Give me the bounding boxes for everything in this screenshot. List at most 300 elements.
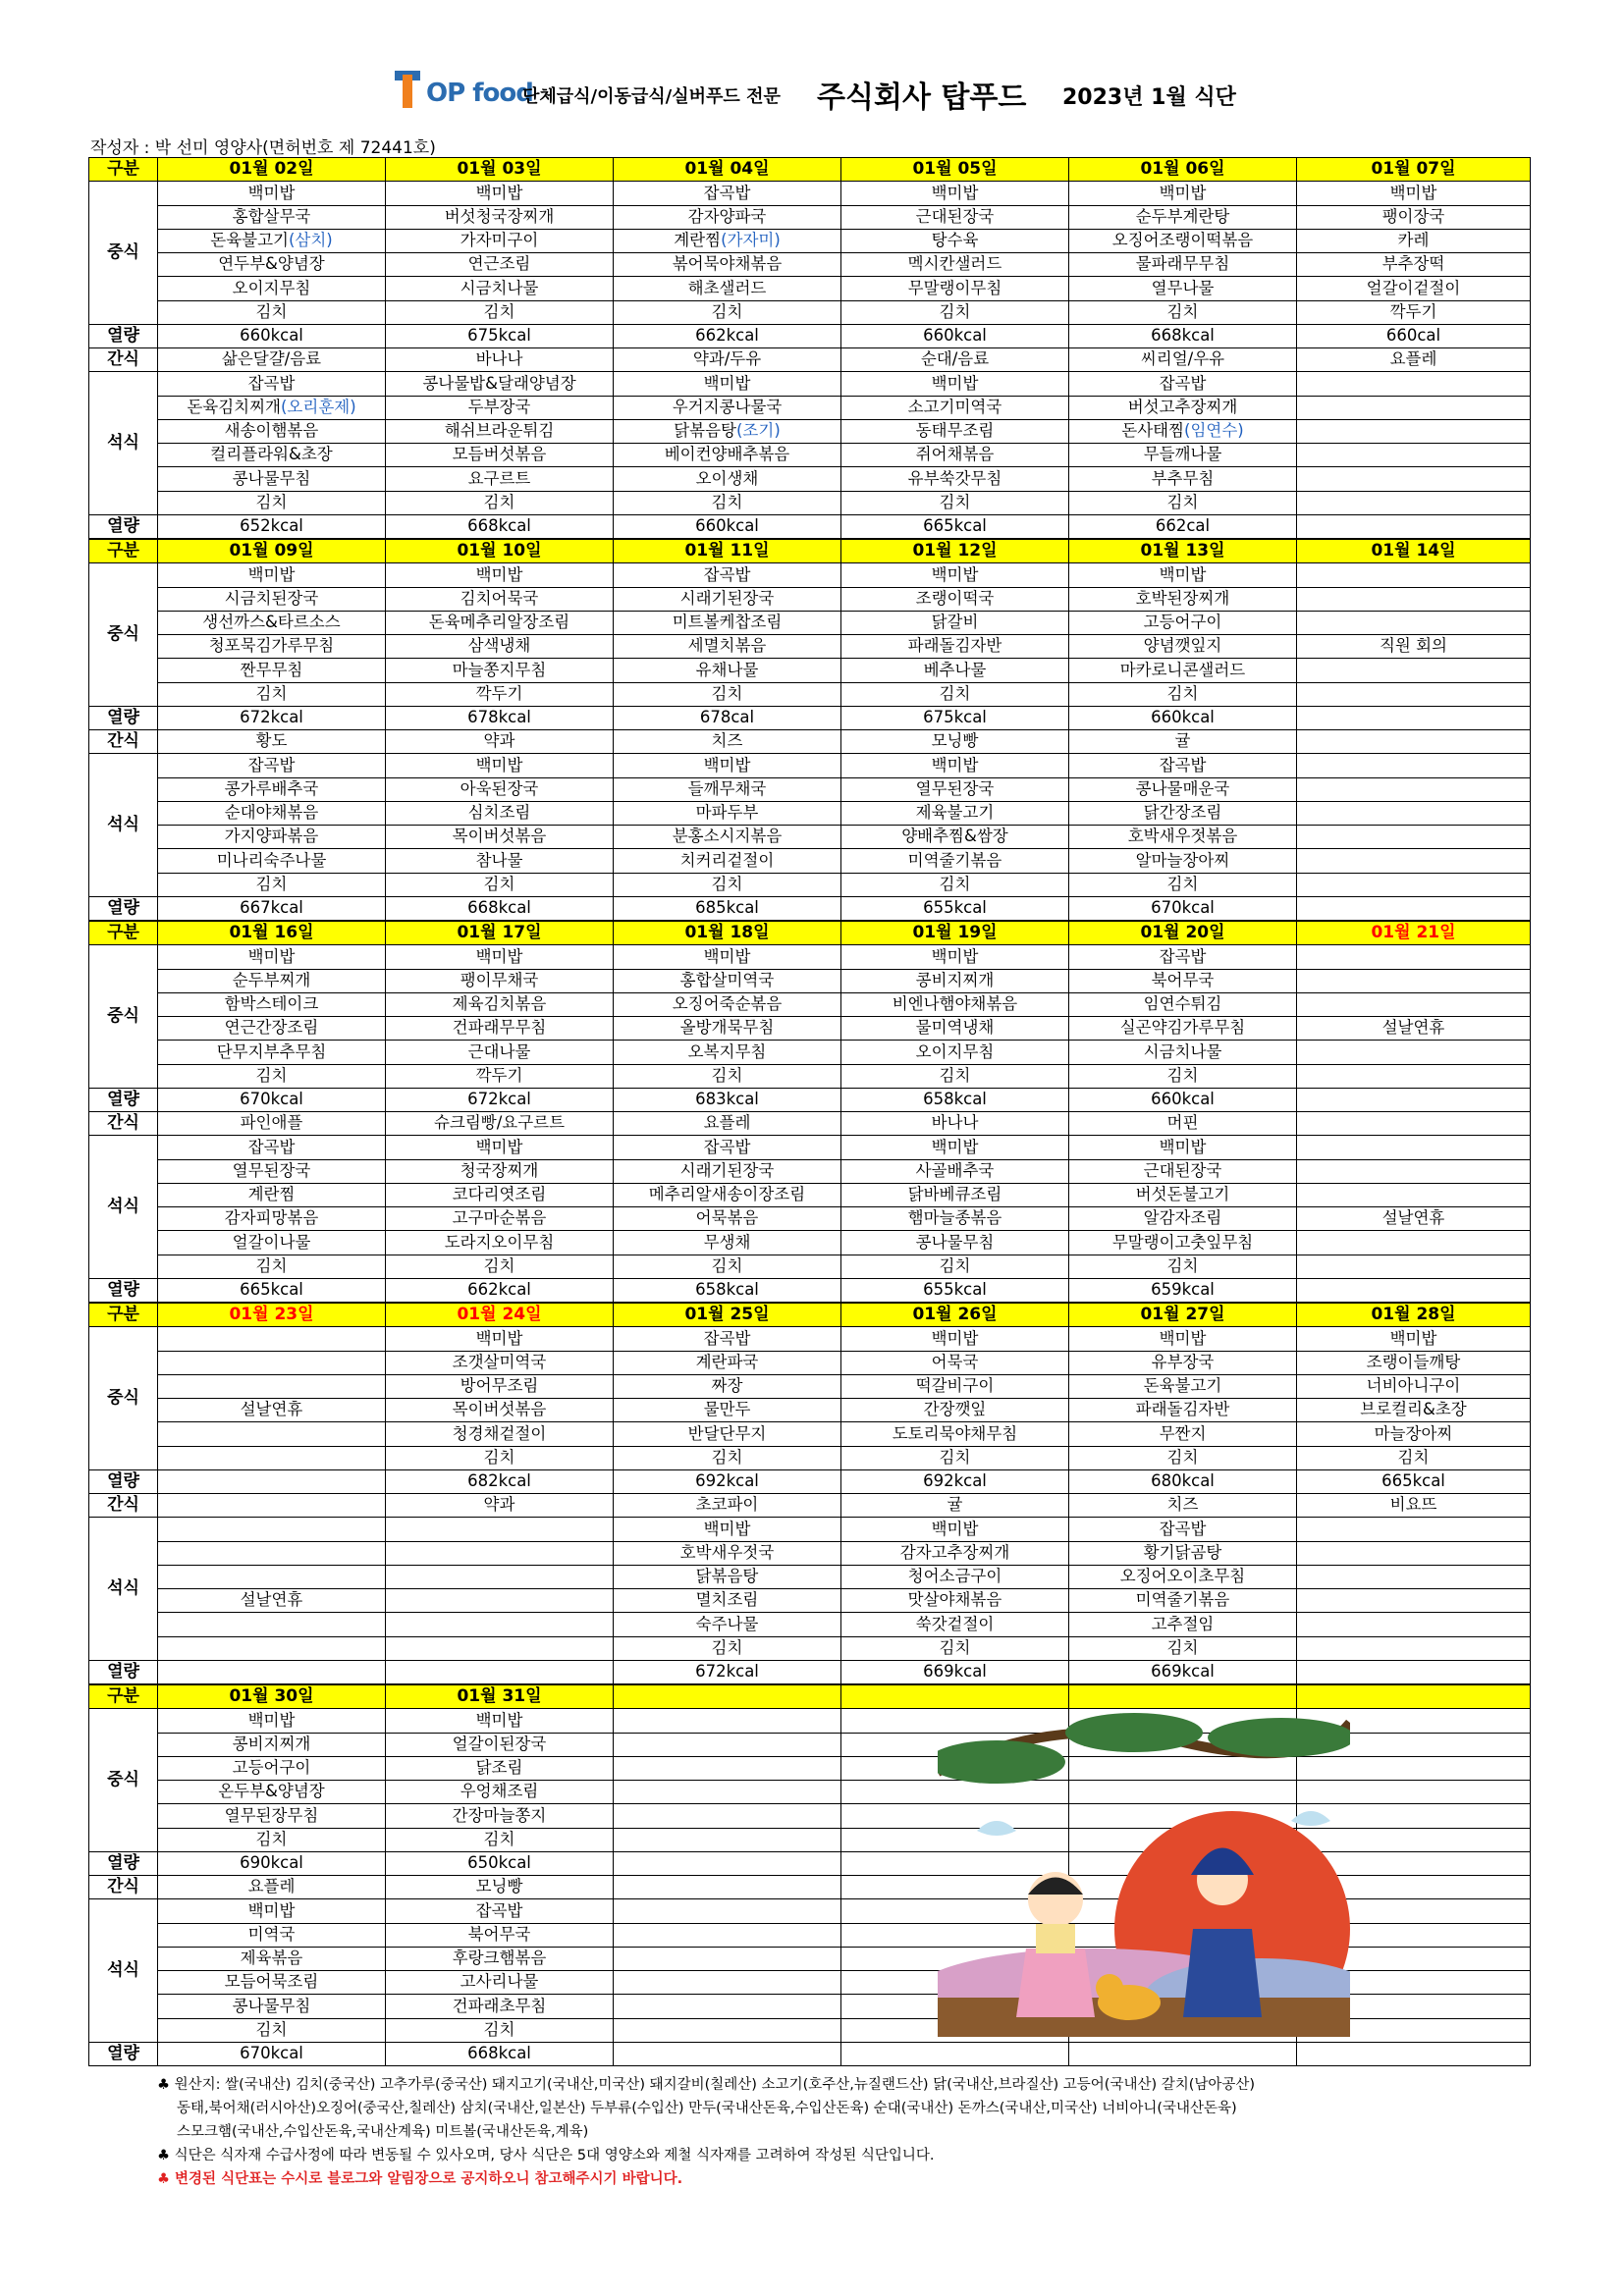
menu-item: 시금치나물 [386, 277, 614, 300]
snack-item: 삶은달걀/음료 [158, 348, 386, 372]
day-header: 01월 14일 [1297, 539, 1531, 563]
menu-item: 부추무침 [1069, 467, 1297, 491]
kcal-value [1297, 514, 1531, 539]
kcal-value: 662kcal [386, 1278, 614, 1303]
kcal-value: 685kcal [614, 896, 841, 921]
menu-item: 미역줄기볶음 [841, 849, 1069, 873]
kcal-value: 658kcal [614, 1278, 841, 1303]
kcal-value: 678kcal [386, 706, 614, 729]
menu-item: 고구마순볶음 [386, 1207, 614, 1231]
menu-item: 방어무조림 [386, 1374, 614, 1398]
snack-item [614, 1876, 841, 1899]
menu-item: 브로컬리&초장 [1297, 1399, 1531, 1422]
dinner-row [89, 801, 1531, 825]
snack-item: 요플레 [1297, 348, 1531, 372]
menu-item: 간장깻잎 [841, 1399, 1069, 1422]
menu-item: 백미밥 [841, 1327, 1069, 1351]
menu-item: 건파래무무침 [386, 1017, 614, 1041]
dinner-row [89, 1136, 1531, 1159]
day-header: 01월 16일 [158, 921, 386, 945]
dinner-row [89, 1589, 1531, 1613]
day-header: 01월 26일 [841, 1303, 1069, 1327]
menu-item [386, 1636, 614, 1660]
day-header: 01월 24일 [386, 1303, 614, 1327]
menu-item [1297, 992, 1531, 1016]
menu-item: 백미밥 [1297, 182, 1531, 205]
menu-item [1297, 1565, 1531, 1588]
menu-item: 비엔나햄야채볶음 [841, 992, 1069, 1016]
menu-item: 백미밥 [1069, 1136, 1297, 1159]
menu-item: 짜장 [614, 1374, 841, 1398]
menu-item: 두부장국 [386, 396, 614, 419]
menu-item [158, 1422, 386, 1446]
menu-item: 양배추찜&쌈장 [841, 826, 1069, 849]
menu-item: 콩가루배추국 [158, 777, 386, 801]
menu-item: 파래돌김자반 [1069, 1399, 1297, 1422]
kcal-value: 668kcal [386, 2042, 614, 2065]
menu-item: 탕수육 [841, 229, 1069, 252]
kcal-value: 683kcal [614, 1088, 841, 1111]
menu-item [614, 1781, 841, 1804]
lunch-label: 중식 [89, 1709, 158, 1852]
menu-item: 콩나물무침 [158, 467, 386, 491]
menu-item: 닭갈비 [841, 611, 1069, 634]
menu-item: 잡곡밥 [614, 1136, 841, 1159]
menu-item: 온두부&양념장 [158, 1781, 386, 1804]
kcal-value: 665kcal [158, 1278, 386, 1303]
day-header: 01월 11일 [614, 539, 841, 563]
menu-item: 목이버섯볶음 [386, 826, 614, 849]
dinner-row [89, 1159, 1531, 1183]
day-header: 01월 23일 [158, 1303, 386, 1327]
dinner-label: 석식 [89, 1899, 158, 2043]
menu-item [158, 1565, 386, 1588]
company-name: 주식회사 탑푸드 [817, 80, 1027, 115]
menu-item: 김치 [386, 1828, 614, 1851]
menu-item [614, 1899, 841, 1923]
menu-item: 백미밥 [841, 372, 1069, 396]
kcal-value [158, 1660, 386, 1684]
menu-item [1297, 1518, 1531, 1541]
menu-item: 호박새우젓볶음 [1069, 826, 1297, 849]
menu-item: 양념깻잎지 [1069, 635, 1297, 659]
menu-item: 김치 [1069, 1064, 1297, 1088]
menu-item [1297, 587, 1531, 611]
menu-item [1297, 1041, 1531, 1064]
kcal-value: 655kcal [841, 1278, 1069, 1303]
lunch-row [89, 1399, 1531, 1422]
menu-item [1297, 659, 1531, 682]
menu-item: 콩나물무침 [158, 1995, 386, 2018]
snack-item: 모닝빵 [386, 1876, 614, 1899]
menu-item: 감자양파국 [614, 205, 841, 229]
menu-item: 순두부찌개 [158, 969, 386, 992]
menu-item: 콩나물무침 [841, 1231, 1069, 1255]
day-header: 01월 31일 [386, 1684, 614, 1709]
substitute-name: (삼치) [288, 231, 333, 250]
menu-item: 건파래초무침 [386, 1995, 614, 2018]
snack-item: 바나나 [386, 348, 614, 372]
lunch-row [89, 587, 1531, 611]
menu-item [614, 1923, 841, 1947]
snack-item: 약과 [386, 730, 614, 754]
lunch-row [89, 1446, 1531, 1469]
menu-item: 계란찜 [158, 1183, 386, 1206]
menu-item: 버섯고추장찌개 [1069, 396, 1297, 419]
menu-item: 미트볼케찹조림 [614, 611, 841, 634]
substitute-name: (조기) [736, 421, 781, 441]
menu-item: 김치 [386, 1446, 614, 1469]
menu-item [614, 2018, 841, 2042]
menu-item: 모듬어묵조림 [158, 1971, 386, 1995]
week-header-row [89, 539, 1531, 563]
menu-item: 오징어조랭이떡볶음 [1069, 229, 1297, 252]
menu-item: 잡곡밥 [386, 1899, 614, 1923]
day-header: 01월 07일 [1297, 158, 1531, 182]
lunch-row [89, 182, 1531, 205]
menu-item: 김치 [614, 300, 841, 324]
menu-item: 시래기된장국 [614, 1159, 841, 1183]
menu-item: 고등어구이 [158, 1756, 386, 1780]
dinner-row [89, 826, 1531, 849]
menu-item: 근대된장국 [1069, 1159, 1297, 1183]
dinner-row [89, 396, 1531, 419]
menu-item [614, 1733, 841, 1756]
menu-item: 소고기미역국 [841, 396, 1069, 419]
menu-item: 김치 [158, 873, 386, 896]
lunch-row [89, 1374, 1531, 1398]
menu-item: 시금치된장국 [158, 587, 386, 611]
menu-item: 백미밥 [158, 1899, 386, 1923]
menu-item: 제육불고기 [841, 801, 1069, 825]
kcal-value: 672kcal [386, 1088, 614, 1111]
top-food-logo-icon [393, 69, 420, 108]
menu-item: 잡곡밥 [158, 754, 386, 777]
menu-item: 알마늘장아찌 [1069, 849, 1297, 873]
kcal-value: 659kcal [1069, 1278, 1297, 1303]
menu-item: 순대야채볶음 [158, 801, 386, 825]
lunch-kcal-row [89, 706, 1531, 729]
dinner-kcal-row [89, 896, 1531, 921]
menu-item: 백미밥 [386, 1709, 614, 1733]
kcal-value: 660cal [1297, 324, 1531, 347]
logo-text: OP food [426, 79, 533, 108]
menu-item: 심치조림 [386, 801, 614, 825]
menu-item: 깍두기 [386, 1064, 614, 1088]
menu-item [1297, 849, 1531, 873]
menu-item: 팽이장국 [1297, 205, 1531, 229]
menu-item: 떡갈비구이 [841, 1374, 1069, 1398]
menu-item: 동태무조림 [841, 419, 1069, 443]
menu-item: 청경채겉절이 [386, 1422, 614, 1446]
dinner-row [89, 372, 1531, 396]
kcal-value: 660kcal [841, 324, 1069, 347]
lunch-row [89, 659, 1531, 682]
kcal-value: 662cal [1069, 514, 1297, 539]
kcal-value: 670kcal [158, 1088, 386, 1111]
kcal-value: 655kcal [841, 896, 1069, 921]
kcal-value: 680kcal [1069, 1469, 1297, 1493]
kcal-value: 668kcal [1069, 324, 1297, 347]
dinner-row [89, 419, 1531, 443]
menu-item: 돈육김치찌개(오리훈제) [158, 396, 386, 419]
day-header: 01월 18일 [614, 921, 841, 945]
menu-item: 잡곡밥 [1069, 945, 1297, 969]
lunch-row [89, 969, 1531, 992]
menu-item: 숙주나물 [614, 1613, 841, 1636]
menu-item: 김치 [614, 1446, 841, 1469]
menu-item: 햄마늘종볶음 [841, 1207, 1069, 1231]
kcal-value: 660kcal [1069, 1088, 1297, 1111]
menu-item: 오징어오이초무침 [1069, 1565, 1297, 1588]
snack-item: 파인애플 [158, 1112, 386, 1136]
day-header: 01월 19일 [841, 921, 1069, 945]
menu-item: 시래기된장국 [614, 587, 841, 611]
menu-item: 닭간장조림 [1069, 801, 1297, 825]
menu-item: 백미밥 [614, 754, 841, 777]
menu-item: 무생채 [614, 1231, 841, 1255]
menu-item: 백미밥 [1297, 1327, 1531, 1351]
kcal-label: 열량 [89, 706, 158, 729]
notice-note: ♣ 변경된 식단표는 수시로 블로그와 알림장으로 공지하오니 참고해주시기 바랍니다. [157, 2171, 683, 2187]
day-header: 01월 10일 [386, 539, 614, 563]
kcal-value: 668kcal [386, 514, 614, 539]
menu-item: 멕시칸샐러드 [841, 253, 1069, 277]
week-header-row [89, 1303, 1531, 1327]
menu-item: 도토리묵야채무침 [841, 1422, 1069, 1446]
kcal-value [1297, 1660, 1531, 1684]
kcal-value: 678cal [614, 706, 841, 729]
kcal-label: 열량 [89, 1088, 158, 1111]
day-header: 01월 13일 [1069, 539, 1297, 563]
menu-item: 분홍소시지볶음 [614, 826, 841, 849]
menu-item: 깍두기 [386, 682, 614, 706]
lunch-row [89, 229, 1531, 252]
snack-label: 간식 [89, 730, 158, 754]
kcal-value [614, 2042, 841, 2065]
kcal-value [158, 1469, 386, 1493]
substitute-name: (임연수) [1184, 421, 1244, 441]
menu-item: 멸치조림 [614, 1589, 841, 1613]
day-header: 01월 21일 [1297, 921, 1531, 945]
menu-item: 김치 [386, 1255, 614, 1278]
menu-item: 무말랭이고춧잎무침 [1069, 1231, 1297, 1255]
lunch-row [89, 611, 1531, 634]
substitute-name: (가자미) [721, 231, 781, 250]
dinner-row [89, 1231, 1531, 1255]
lunch-label: 중식 [89, 563, 158, 707]
menu-item: 마늘쫑지무침 [386, 659, 614, 682]
menu-item: 설날연휴 [158, 1589, 386, 1613]
menu-item [1297, 467, 1531, 491]
kcal-value [1297, 1278, 1531, 1303]
menu-item [614, 1804, 841, 1828]
kcal-label: 열량 [89, 514, 158, 539]
menu-item [1297, 1136, 1531, 1159]
kcal-value: 669kcal [841, 1660, 1069, 1684]
kcal-label: 열량 [89, 1660, 158, 1684]
menu-item [1297, 777, 1531, 801]
menu-item [158, 1613, 386, 1636]
menu-item: 백미밥 [158, 182, 386, 205]
menu-item: 김치 [158, 1064, 386, 1088]
kcal-value: 652kcal [158, 514, 386, 539]
lunch-row [89, 992, 1531, 1016]
menu-item: 미역줄기볶음 [1069, 1589, 1297, 1613]
menu-item: 유부쑥갓무침 [841, 467, 1069, 491]
menu-item: 우엉채조림 [386, 1781, 614, 1804]
lunch-row [89, 682, 1531, 706]
menu-item: 우거지콩나물국 [614, 396, 841, 419]
menu-item: 김치 [1069, 491, 1297, 514]
lunch-row [89, 1017, 1531, 1041]
menu-item: 실곤약김가루무침 [1069, 1017, 1297, 1041]
menu-item: 맛살야채볶음 [841, 1589, 1069, 1613]
menu-item: 알감자조림 [1069, 1207, 1297, 1231]
menu-item: 돈사태찜(임연수) [1069, 419, 1297, 443]
lunch-kcal-row [89, 1088, 1531, 1111]
menu-item [386, 1589, 614, 1613]
menu-item: 닭볶음탕(조기) [614, 419, 841, 443]
menu-item: 들깨무채국 [614, 777, 841, 801]
lunch-label: 중식 [89, 1327, 158, 1470]
menu-item: 닭바베큐조림 [841, 1183, 1069, 1206]
lunch-row [89, 253, 1531, 277]
menu-item: 김치 [158, 1255, 386, 1278]
menu-item [158, 1636, 386, 1660]
kcal-value: 672kcal [614, 1660, 841, 1684]
menu-item: 청국장찌개 [386, 1159, 614, 1183]
kcal-value [614, 1851, 841, 1875]
menu-item: 백미밥 [1069, 182, 1297, 205]
menu-item: 오징어죽순볶음 [614, 992, 841, 1016]
week-header-row [89, 158, 1531, 182]
menu-item: 어묵국 [841, 1351, 1069, 1374]
dinner-kcal-row [89, 1278, 1531, 1303]
menu-item: 코다리엿조림 [386, 1183, 614, 1206]
kcal-value: 660kcal [158, 324, 386, 347]
dinner-label: 석식 [89, 1136, 158, 1279]
menu-item: 마파두부 [614, 801, 841, 825]
menu-item: 백미밥 [386, 1136, 614, 1159]
menu-item: 백미밥 [386, 754, 614, 777]
menu-item: 잡곡밥 [614, 182, 841, 205]
lunch-row [89, 1327, 1531, 1351]
kcal-value: 675kcal [841, 706, 1069, 729]
menu-item: 백미밥 [386, 563, 614, 587]
lunch-row [89, 635, 1531, 659]
tagline: 단체급식/이동급식/실버푸드 전문 [522, 86, 781, 107]
menu-item [1297, 563, 1531, 587]
menu-item: 사골배추국 [841, 1159, 1069, 1183]
menu-item: 직원 회의 [1297, 635, 1531, 659]
menu-item [1297, 873, 1531, 896]
menu-item: 간장마늘쫑지 [386, 1804, 614, 1828]
menu-item [614, 1756, 841, 1780]
menu-item: 치커리겉절이 [614, 849, 841, 873]
menu-item: 김치 [841, 1446, 1069, 1469]
menu-item: 김치 [158, 2018, 386, 2042]
menu-item [158, 1518, 386, 1541]
menu-item: 마카로니콘샐러드 [1069, 659, 1297, 682]
menu-item: 얼갈이나물 [158, 1231, 386, 1255]
menu-item: 닭조림 [386, 1756, 614, 1780]
menu-item: 잡곡밥 [614, 1327, 841, 1351]
menu-item: 김치 [841, 873, 1069, 896]
menu-item: 김치어묵국 [386, 587, 614, 611]
menu-item: 모듬버섯볶음 [386, 444, 614, 467]
menu-item [158, 1351, 386, 1374]
menu-item: 버섯청국장찌개 [386, 205, 614, 229]
snack-row [89, 730, 1531, 754]
menu-item: 백미밥 [386, 182, 614, 205]
menu-item: 김치 [1069, 873, 1297, 896]
menu-item: 근대된장국 [841, 205, 1069, 229]
lunch-row [89, 563, 1531, 587]
kcal-value [386, 1660, 614, 1684]
menu-item: 연근간장조림 [158, 1017, 386, 1041]
menu-item: 백미밥 [1069, 563, 1297, 587]
menu-item: 김치 [386, 491, 614, 514]
snack-item [158, 1494, 386, 1518]
origin-line-1: ♣ 원산지: 쌀(국내산) 김치(중국산) 고추가루(중국산) 돼지고기(국내산,미국산) 돼지갈비(칠레산) 소고기(호주산,뉴질랜드산) 닭(국내산,브라질산) 고등어(국내산) 갈치(남아공산) [157, 2077, 1256, 2093]
lunch-row [89, 205, 1531, 229]
menu-item: 백미밥 [158, 563, 386, 587]
menu-item: 순두부계란탕 [1069, 205, 1297, 229]
menu-item: 시금치나물 [1069, 1041, 1297, 1064]
menu-item: 김치 [841, 682, 1069, 706]
kcal-value: 690kcal [158, 1851, 386, 1875]
menu-period: 2023년 1월 식단 [1062, 85, 1236, 110]
menu-item: 해초샐러드 [614, 277, 841, 300]
menu-item: 너비아니구이 [1297, 1374, 1531, 1398]
kcal-value: 650kcal [386, 1851, 614, 1875]
menu-item: 짠무무침 [158, 659, 386, 682]
menu-item: 백미밥 [841, 563, 1069, 587]
menu-item: 가자미구이 [386, 229, 614, 252]
menu-item [386, 1518, 614, 1541]
dinner-row [89, 849, 1531, 873]
gubun-label: 구분 [89, 1684, 158, 1709]
snack-item: 약과 [386, 1494, 614, 1518]
snack-item: 요플레 [614, 1112, 841, 1136]
menu-item: 제육김치볶음 [386, 992, 614, 1016]
menu-item [386, 1541, 614, 1565]
menu-item: 연근조림 [386, 253, 614, 277]
origin-line-2: 동태,북어채(러시아산)오징어(중국산,칠레산) 삼치(국내산,일본산) 두부류(수입산) 만두(국내산돈육,수입산돈육) 순대(국내산) 돈까스(국내산,미국산) 너비아니(국내산돈육) [177, 2101, 1237, 2116]
menu-item: 김치 [614, 1064, 841, 1088]
snack-item: 황도 [158, 730, 386, 754]
menu-item: 목이버섯볶음 [386, 1399, 614, 1422]
snack-label: 간식 [89, 348, 158, 372]
footer-notes [157, 2073, 1532, 2191]
origin-line-3: 스모크햄(국내산,수입산돈육,국내산계육) 미트볼(국내산돈육,계육) [177, 2124, 589, 2140]
menu-item: 김치 [158, 491, 386, 514]
menu-item [158, 1541, 386, 1565]
menu-item: 김치 [1069, 1636, 1297, 1660]
menu-item: 마늘장아찌 [1297, 1422, 1531, 1446]
kcal-value [841, 2042, 1069, 2065]
new-year-children-icon [938, 1703, 1350, 2037]
menu-item [1297, 444, 1531, 467]
day-header: 01월 02일 [158, 158, 386, 182]
day-header: 01월 05일 [841, 158, 1069, 182]
menu-item: 청어소금구이 [841, 1565, 1069, 1588]
dinner-kcal-row [89, 2042, 1531, 2065]
menu-item [1297, 1613, 1531, 1636]
snack-item: 바나나 [841, 1112, 1069, 1136]
menu-item [1297, 1255, 1531, 1278]
